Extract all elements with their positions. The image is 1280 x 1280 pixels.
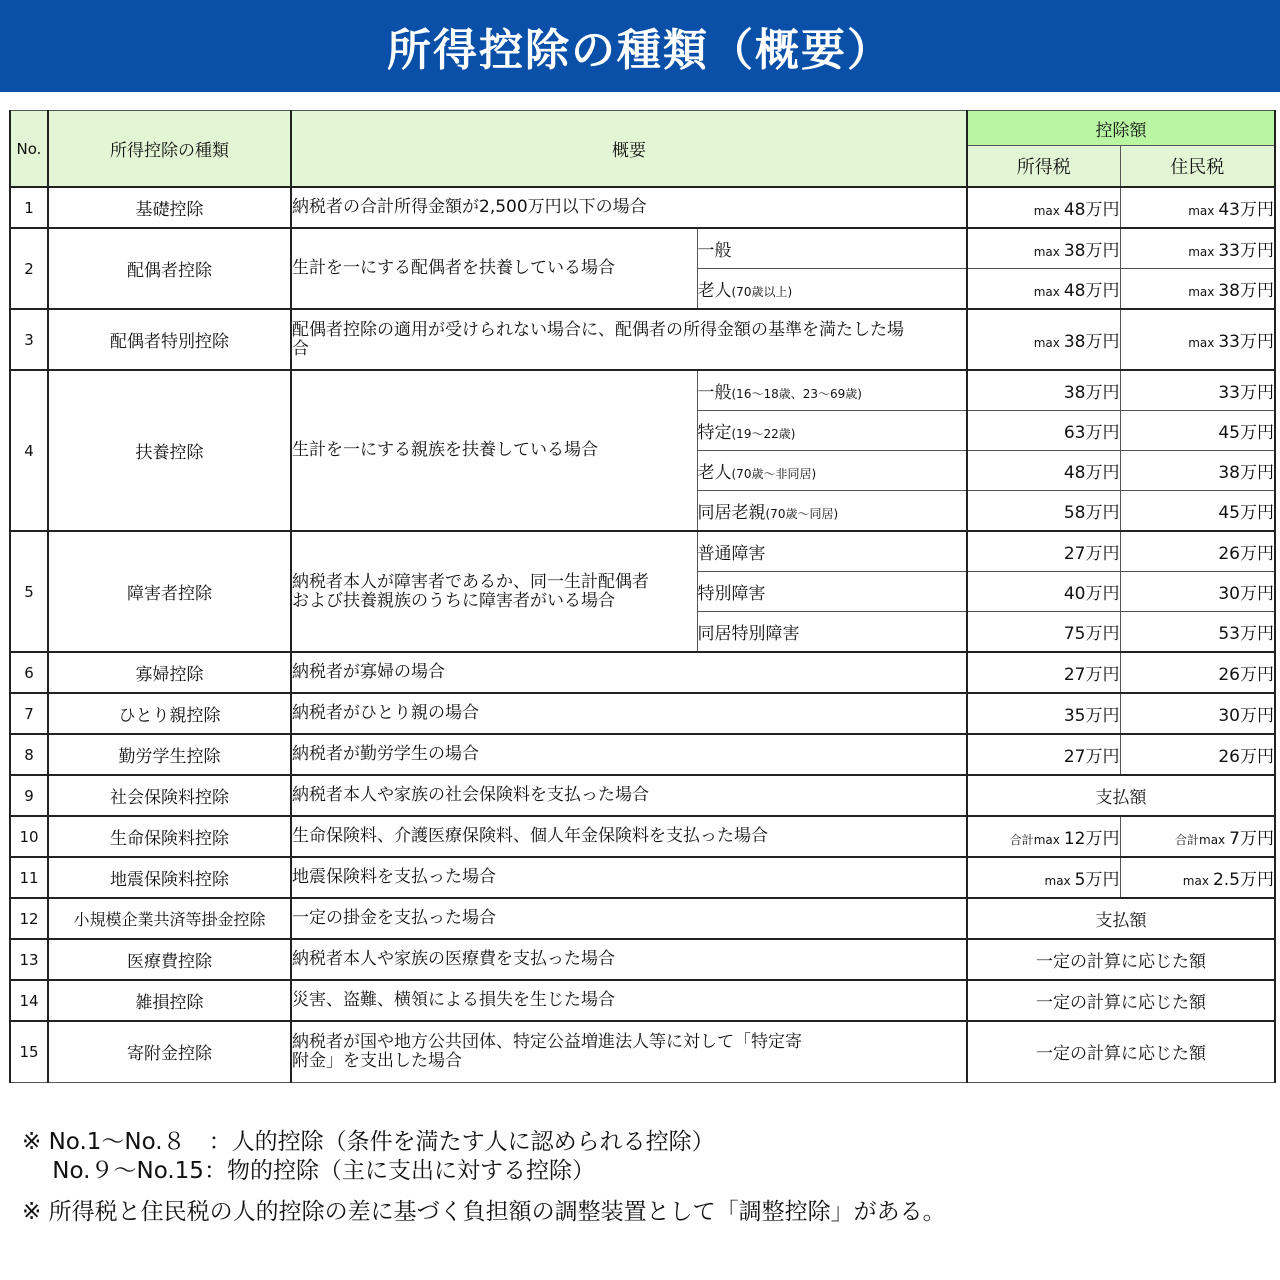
header-summary: 概要: [291, 111, 967, 188]
amount-value: 38万円: [1218, 281, 1274, 301]
sub-category: [697, 612, 967, 653]
deduction-name: 小規模企業共済等掛金控除: [48, 898, 291, 939]
deduction-table: [9, 110, 1276, 1083]
table-row: [10, 309, 1275, 370]
deduction-name: 扶養控除: [48, 370, 291, 531]
sub-category-label: 老人: [697, 463, 732, 483]
resident-tax-amount: [1120, 612, 1275, 653]
amount-value: 27万円: [1063, 665, 1120, 685]
table-row: [10, 652, 1275, 693]
deduction-amount-both: 一定の計算に応じた額: [967, 1021, 1275, 1082]
header-resident-tax: 住民税: [1120, 146, 1275, 188]
amount-prefix: max: [1188, 336, 1215, 350]
deduction-summary: 納税者本人や家族の医療費を支払った場合: [291, 939, 967, 980]
income-tax-amount: [967, 857, 1120, 898]
sub-category-label: 普通障害: [697, 544, 766, 564]
deduction-amount-both: 支払額: [967, 775, 1275, 816]
income-tax-amount: [967, 531, 1120, 572]
footnotes: [22, 1128, 946, 1227]
amount-value: 38万円: [1218, 463, 1274, 483]
deduction-name: 医療費控除: [48, 939, 291, 980]
amount-value: 38万円: [1063, 383, 1120, 403]
row-number: 1: [10, 187, 48, 228]
amount-prefix: max: [1033, 336, 1060, 350]
resident-tax-amount: [1120, 816, 1275, 857]
income-tax-amount: [967, 652, 1120, 693]
resident-tax-amount: [1120, 693, 1275, 734]
deduction-summary: 地震保険料を支払った場合: [291, 857, 967, 898]
deduction-summary: 納税者が寡婦の場合: [291, 652, 967, 693]
resident-tax-amount: [1120, 370, 1275, 411]
note-line-1: ※ No.1～No.８ ：人的控除（条件を満たす人に認められる控除）: [22, 1129, 715, 1155]
income-tax-amount: [967, 734, 1120, 775]
deduction-name: 社会保険料控除: [48, 775, 291, 816]
sub-category-label: 同居特別障害: [697, 624, 800, 644]
sub-category-label: 一般: [697, 241, 732, 261]
sub-category-note: (19～22歳): [731, 427, 796, 441]
row-number: 4: [10, 370, 48, 531]
amount-value: 48万円: [1063, 200, 1120, 220]
resident-tax-amount: [1120, 531, 1275, 572]
amount-value: 40万円: [1063, 584, 1120, 604]
income-tax-amount: [967, 693, 1120, 734]
header-row-top: [10, 111, 1275, 146]
table-row: [10, 228, 1275, 269]
header-kind: 所得控除の種類: [48, 111, 291, 188]
amount-value: 53万円: [1218, 624, 1274, 644]
amount-value: 2.5万円: [1212, 870, 1274, 890]
sub-category-label: 特定: [697, 423, 732, 443]
deduction-amount-both: 支払額: [967, 898, 1275, 939]
income-tax-amount: [967, 269, 1120, 310]
table-row: [10, 1021, 1275, 1082]
amount-prefix: max: [1033, 204, 1060, 218]
resident-tax-amount: [1120, 734, 1275, 775]
resident-tax-amount: [1120, 411, 1275, 451]
table-body: [10, 187, 1275, 1082]
note-line-3: ※ 所得税と住民税の人的控除の差に基づく負担額の調整装置として「調整控除」がある。: [22, 1199, 946, 1225]
amount-prefix: max: [1188, 285, 1215, 299]
row-number: 14: [10, 980, 48, 1021]
sub-category: [697, 228, 967, 269]
deduction-amount-both: 一定の計算に応じた額: [967, 939, 1275, 980]
resident-tax-amount: [1120, 572, 1275, 612]
amount-value: 38万円: [1063, 332, 1120, 352]
table-row: [10, 693, 1275, 734]
amount-value: 27万円: [1063, 544, 1120, 564]
income-tax-amount: [967, 612, 1120, 653]
income-tax-amount: [967, 187, 1120, 228]
sub-category-label: 一般: [697, 383, 732, 403]
deduction-summary: 一定の掛金を支払った場合: [291, 898, 967, 939]
deduction-summary: 納税者がひとり親の場合: [291, 693, 967, 734]
deduction-summary: 生計を一にする配偶者を扶養している場合: [291, 228, 697, 309]
amount-value: 7万円: [1229, 829, 1274, 849]
row-number: 10: [10, 816, 48, 857]
deduction-summary: 災害、盗難、横領による損失を生じた場合: [291, 980, 967, 1021]
sub-category: [697, 269, 967, 310]
table-row: [10, 734, 1275, 775]
row-number: 15: [10, 1021, 48, 1082]
deduction-summary: 納税者本人や家族の社会保険料を支払った場合: [291, 775, 967, 816]
amount-value: 35万円: [1063, 706, 1120, 726]
amount-value: 30万円: [1218, 584, 1274, 604]
amount-prefix: max: [1033, 245, 1060, 259]
deduction-summary: 生計を一にする親族を扶養している場合: [291, 370, 697, 531]
amount-value: 12万円: [1063, 829, 1120, 849]
resident-tax-amount: [1120, 491, 1275, 532]
deduction-summary: 納税者本人が障害者であるか、同一生計配偶者および扶養親族のうちに障害者がいる場合: [291, 531, 697, 652]
amount-value: 30万円: [1218, 706, 1274, 726]
table-row: [10, 187, 1275, 228]
resident-tax-amount: [1120, 228, 1275, 269]
deduction-name: 障害者控除: [48, 531, 291, 652]
deduction-name: 寄附金控除: [48, 1021, 291, 1082]
row-number: 8: [10, 734, 48, 775]
income-tax-amount: [967, 451, 1120, 491]
amount-value: 48万円: [1063, 463, 1120, 483]
sub-category-label: 同居老親: [697, 503, 766, 523]
amount-value: 33万円: [1218, 241, 1274, 261]
row-number: 2: [10, 228, 48, 309]
row-number: 6: [10, 652, 48, 693]
sub-category: [697, 491, 967, 532]
row-number: 13: [10, 939, 48, 980]
row-number: 3: [10, 309, 48, 370]
table-row: [10, 857, 1275, 898]
table-row: [10, 775, 1275, 816]
amount-prefix: max: [1044, 874, 1071, 888]
resident-tax-amount: [1120, 857, 1275, 898]
header-income-tax: 所得税: [967, 146, 1120, 188]
income-tax-amount: [967, 816, 1120, 857]
row-number: 7: [10, 693, 48, 734]
deduction-name: ひとり親控除: [48, 693, 291, 734]
header-no: No.: [10, 111, 48, 188]
income-tax-amount: [967, 309, 1120, 370]
sub-category-label: 老人: [697, 281, 732, 301]
deduction-summary: 納税者の合計所得金額が2,500万円以下の場合: [291, 187, 967, 228]
resident-tax-amount: [1120, 652, 1275, 693]
income-tax-amount: [967, 491, 1120, 532]
amount-value: 75万円: [1063, 624, 1120, 644]
income-tax-amount: [967, 572, 1120, 612]
amount-prefix: 合計max: [1009, 833, 1060, 847]
deduction-name: 配偶者特別控除: [48, 309, 291, 370]
deduction-name: 配偶者控除: [48, 228, 291, 309]
amount-value: 48万円: [1063, 281, 1120, 301]
sub-category: [697, 411, 967, 451]
sub-category-note: (70歳以上): [731, 285, 793, 299]
table-row: [10, 370, 1275, 411]
table-row: [10, 939, 1275, 980]
deduction-name: 勤労学生控除: [48, 734, 291, 775]
amount-value: 63万円: [1063, 423, 1120, 443]
amount-prefix: max: [1182, 874, 1209, 888]
deduction-summary: 納税者が勤労学生の場合: [291, 734, 967, 775]
deduction-name: 地震保険料控除: [48, 857, 291, 898]
amount-prefix: max: [1033, 285, 1060, 299]
amount-value: 5万円: [1074, 870, 1120, 890]
header-amount: 控除額: [967, 111, 1275, 146]
deduction-amount-both: 一定の計算に応じた額: [967, 980, 1275, 1021]
sub-category-note: (70歳～非同居): [731, 467, 817, 481]
amount-value: 43万円: [1218, 200, 1274, 220]
amount-prefix: 合計max: [1175, 833, 1226, 847]
sub-category: [697, 531, 967, 572]
sub-category: [697, 572, 967, 612]
amount-value: 33万円: [1218, 383, 1274, 403]
resident-tax-amount: [1120, 451, 1275, 491]
sub-category: [697, 370, 967, 411]
amount-prefix: max: [1188, 245, 1215, 259]
deduction-name: 生命保険料控除: [48, 816, 291, 857]
amount-value: 33万円: [1218, 332, 1274, 352]
resident-tax-amount: [1120, 187, 1275, 228]
deduction-summary: 納税者が国や地方公共団体、特定公益増進法人等に対して「特定寄附金」を支出した場合: [291, 1021, 967, 1082]
sub-category-label: 特別障害: [697, 584, 766, 604]
row-number: 5: [10, 531, 48, 652]
title-banner: [0, 0, 1280, 92]
amount-value: 27万円: [1063, 747, 1120, 767]
deduction-name: 基礎控除: [48, 187, 291, 228]
row-number: 11: [10, 857, 48, 898]
amount-value: 26万円: [1218, 665, 1274, 685]
page-title: 所得控除の種類（概要）: [387, 25, 893, 76]
resident-tax-amount: [1120, 309, 1275, 370]
table-row: [10, 531, 1275, 572]
amount-prefix: max: [1188, 204, 1215, 218]
deduction-summary: 配偶者控除の適用が受けられない場合に、配偶者の所得金額の基準を満たした場合: [291, 309, 967, 370]
amount-value: 45万円: [1218, 423, 1274, 443]
income-tax-amount: [967, 411, 1120, 451]
amount-value: 45万円: [1218, 503, 1274, 523]
deduction-summary: 生命保険料、介護医療保険料、個人年金保険料を支払った場合: [291, 816, 967, 857]
deduction-name: 寡婦控除: [48, 652, 291, 693]
amount-value: 26万円: [1218, 747, 1274, 767]
deduction-name: 雑損控除: [48, 980, 291, 1021]
table-row: [10, 980, 1275, 1021]
income-tax-amount: [967, 228, 1120, 269]
row-number: 12: [10, 898, 48, 939]
amount-value: 38万円: [1063, 241, 1120, 261]
amount-value: 58万円: [1063, 503, 1120, 523]
sub-category: [697, 451, 967, 491]
table-row: [10, 816, 1275, 857]
income-tax-amount: [967, 370, 1120, 411]
sub-category-note: (70歳～同居): [765, 507, 839, 521]
note-line-2: No.９～No.15：物的控除（主に支出に対する控除）: [22, 1158, 595, 1184]
amount-value: 26万円: [1218, 544, 1274, 564]
table-row: [10, 898, 1275, 939]
sub-category-note: (16～18歳、23～69歳): [731, 387, 862, 401]
resident-tax-amount: [1120, 269, 1275, 310]
row-number: 9: [10, 775, 48, 816]
